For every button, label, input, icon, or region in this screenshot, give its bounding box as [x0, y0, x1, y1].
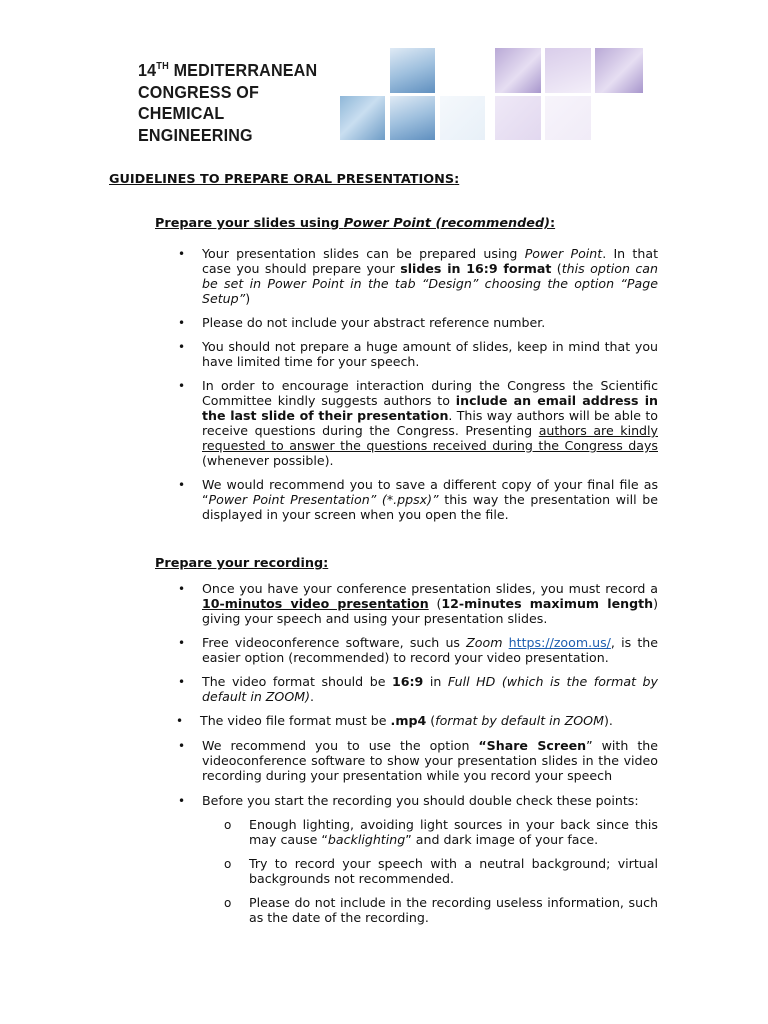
bullet-icon: •: [178, 582, 186, 596]
list-item: We would recommend you to save a different copy of your final file as “Power Point Presentation” (*.ppsx)” this way the presentation will be displayed in your screen when you open the file.: [202, 477, 658, 522]
list-item: You should not prepare a huge amount of slides, keep in mind that you have limited time for your speech.: [202, 339, 658, 369]
list-item: Before you start the recording you should double check these points:: [202, 793, 639, 808]
logo-tile: [495, 48, 541, 93]
congress-logo-text: 14TH MEDITERRANEAN CONGRESS OF CHEMICAL ENGINEERING: [138, 60, 318, 145]
circle-bullet-icon: o: [224, 857, 232, 871]
bullet-icon: •: [178, 478, 186, 492]
logo-tile: [390, 96, 435, 140]
logo-tile: [545, 48, 591, 93]
list-item: Your presentation slides can be prepared using Power Point. In that case you should prepare your slides in 16:9 format (this option can be set in Power Point in the tab “Design” choosing the option “Page Setup”): [202, 246, 659, 306]
section-heading-slides: Prepare your slides using Power Point (recommended):: [155, 216, 556, 231]
bullet-icon: •: [178, 794, 186, 808]
list-item: Once you have your conference presentation slides, you must record a 10-minutos video presentation (12-minutes maximum length) giving your speech and using your presentation slides.: [202, 581, 658, 626]
page-title: GUIDELINES TO PREPARE ORAL PRESENTATIONS:: [109, 172, 460, 187]
list-item: The video format should be 16:9 in Full HD (which is the format by default in ZOOM).: [202, 674, 658, 704]
logo-tile: [495, 96, 541, 140]
bullet-icon: •: [178, 316, 186, 330]
logo-tile: [440, 96, 485, 140]
list-item: The video file format must be .mp4 (format by default in ZOOM).: [200, 713, 613, 728]
bullet-icon: •: [178, 636, 186, 650]
circle-bullet-icon: o: [224, 818, 232, 832]
bullet-icon: •: [178, 340, 186, 354]
list-item: Please do not include your abstract reference number.: [202, 315, 546, 330]
circle-bullet-icon: o: [224, 896, 232, 910]
logo-tile: [545, 96, 591, 140]
list-item: In order to encourage interaction during the Congress the Scientific Committee kindly suggests authors to include an email address in the last slide of their presentation. This way authors will be able to receive questions during the Congress. Presenting authors are kindly requested to answer the questions received during the Congress days (whenever possible).: [202, 378, 658, 468]
logo-tile: [390, 48, 435, 93]
section-heading-recording: Prepare your recording:: [155, 556, 329, 571]
logo-tile: [340, 96, 385, 140]
bullet-icon: •: [178, 675, 186, 689]
sub-list-item: Try to record your speech with a neutral background; virtual backgrounds not recommended.: [249, 856, 658, 886]
list-item: We recommend you to use the option “Share Screen” with the videoconference software to show your presentation slides in the video recording during your presentation while you record your speech: [202, 738, 658, 783]
zoom-link[interactable]: https://zoom.us/: [508, 635, 611, 650]
bullet-icon: •: [178, 247, 186, 261]
bullet-icon: •: [178, 379, 186, 393]
bullet-icon: •: [176, 714, 184, 728]
sub-list-item: Please do not include in the recording useless information, such as the date of the recording.: [249, 895, 658, 925]
logo-tile: [595, 48, 643, 93]
sub-list-item: Enough lighting, avoiding light sources in your back since this may cause “backlighting” and dark image of your face.: [249, 817, 658, 847]
list-item: Free videoconference software, such us Zoom https://zoom.us/, is the easier option (recommended) to record your video presentation.: [202, 635, 658, 665]
bullet-icon: •: [178, 739, 186, 753]
